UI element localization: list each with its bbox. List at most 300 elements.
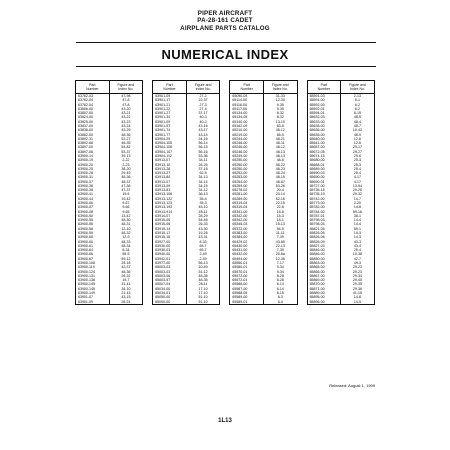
part-number-cell: 65003-03 [153,265,187,269]
part-number-cell: 63900-08 [76,210,110,214]
part-number-cell: 65432-00 [230,252,264,256]
figure-index-cell: 17-10 [186,287,220,291]
figure-index-cell: 34-13 [186,175,220,179]
figure-index-cell: 45-11 [186,210,220,214]
part-number-cell: 65342-00 [230,218,264,222]
figure-index-header: Figure and Index No. [341,81,375,94]
part-number-cell: 63900-124 [76,270,110,274]
figure-index-cell: 25-4 [341,248,375,252]
figure-index-cell: 7-39 [263,248,297,252]
figure-index-cell: 2-49 [186,252,220,256]
figure-index-cell: 8-28 [263,274,297,278]
part-number-cell: 65162-09 [230,124,264,128]
part-number-cell: 65850-00 [307,257,341,261]
index-column-1 [75,80,143,305]
part-number-cell: 63900-25 [76,167,110,171]
part-number-cell: 63913-84 [153,175,187,179]
figure-index-cell: 43-4 [341,244,375,248]
header-manufacturer: PIPER AIRCRAFT [197,10,253,17]
part-number-cell: 65867-00 [307,274,341,278]
part-number-cell: 63900-60 [76,240,110,244]
figure-index-cell: 8-28 [263,278,297,282]
part-number-cell: 65116-00 [230,103,264,107]
part-number-cell: 65592-00 [307,103,341,107]
part-number-cell: 65640-00 [307,137,341,141]
part-number-cell: 65863-00 [307,261,341,265]
figure-index-cell: 8-32 [263,115,297,119]
index-column-4 [307,80,375,305]
figure-index-cell: 29-17 [341,145,375,149]
figure-index-cell: 22-6 [263,205,297,209]
part-number-cell: 65276-02 [230,188,264,192]
figure-index-cell: 4-17 [341,175,375,179]
part-number-cell: 63901-22 [153,107,187,111]
part-number-cell: 65735-19 [307,192,341,196]
figure-index-cell: 19-26 [186,231,220,235]
part-number-cell: 63900-131 [76,274,110,278]
figure-index-cell: 8-32 [263,111,297,115]
figure-index-cell: 59-1 [341,227,375,231]
part-number-cell: 63901-17 [153,98,187,102]
part-number-cell: 65281-00 [230,192,264,196]
figure-index-cell: 20-4 [263,188,297,192]
figure-index-cell: 34-14 [186,180,220,184]
part-number-cell: 65134-05 [230,115,264,119]
part-number-cell: 63901-07 [76,295,110,299]
part-number-cell: 65690-00 [307,175,341,179]
figure-index-cell: 43-25 [109,128,143,132]
figure-index-cell: 34-10 [109,287,143,291]
part-number-cell: 63900-64 [76,248,110,252]
figure-index-cell: 25-3 [341,158,375,162]
figure-index-cell: 27-4 [186,107,220,111]
part-number-cell: 65784-00 [307,210,341,214]
index-table [152,80,220,305]
index-column-3 [229,80,297,305]
figure-index-cell: 2-22 [109,158,143,162]
figure-index-cell: 28-25 [186,163,220,167]
figure-index-cell: 12-10 [109,227,143,231]
part-number-cell: 63901-74 [153,128,187,132]
part-number-cell: 65289-00 [230,197,264,201]
figure-index-cell: 53-36 [186,154,220,158]
part-number-cell: 65672-05 [307,150,341,154]
figure-index-cell: 48-6 [263,158,297,162]
figure-index-cell: 6-4 [263,300,297,305]
part-number-cell: 65827-03 [307,244,341,248]
part-number-cell: 63838-00 [76,128,110,132]
part-number-cell: 63914-07 [153,214,187,218]
figure-index-cell: 22-37 [186,98,220,102]
figure-index-cell: 9-35 [263,103,297,107]
figure-index-cell: 51-10 [186,300,220,305]
figure-index-cell: 4-17 [341,180,375,184]
figure-index-cell: 29-32 [341,192,375,196]
part-number-cell: 65635-00 [307,124,341,128]
figure-index-cell: 48-37 [109,180,143,184]
part-number-cell: 65657-00 [307,145,341,149]
part-number-cell: 65372-00 [230,227,264,231]
part-number-cell: 65431-00 [230,248,264,252]
figure-index-cell: 29-35 [341,282,375,286]
figure-index-cell: 26-32 [109,274,143,278]
figure-index-cell: 54-5 [263,227,297,231]
header-model: PA-28-161 CADET [197,17,253,25]
part-number-cell: 65003-57 [153,278,187,282]
part-number-cell: 63904-29 [153,137,187,141]
part-number-cell: 65690-03 [307,171,341,175]
figure-index-cell: 42-7 [341,257,375,261]
part-number-cell: 65244-00 [230,137,264,141]
part-number-cell: 63900-55 [76,218,110,222]
figure-index-cell: 25-4 [341,167,375,171]
figure-index-cell: 47-36 [109,184,143,188]
figure-index-cell: 47-8 [109,103,143,107]
part-number-cell: 63897-06 [76,150,110,154]
figure-index-cell: 40-3 [186,115,220,119]
part-number-cell: 63900-19 [76,158,110,162]
part-number-cell: 63900-60 [76,235,110,239]
part-number-cell: 65090-05 [230,94,264,99]
part-number-cell: 65252-00 [230,171,264,175]
figure-index-cell: 65-7 [186,248,220,252]
figure-index-cell: 14-4 [341,222,375,226]
figure-index-cell: 31-41 [109,282,143,286]
part-number-cell: 65219-00 [230,133,264,137]
part-number-cell: 65494-00 [230,257,264,261]
part-number-cell: 65591-00 [307,98,341,102]
figure-index-cell: 14-5 [341,300,375,305]
part-number-cell: 63900-14 [76,154,110,158]
figure-index-cell: 2-23 [109,163,143,167]
figure-index-cell: 56-13 [186,261,220,265]
part-number-cell: 63900-38 [76,188,110,192]
part-number-cell: 65588-05 [230,291,264,295]
part-number-cell: 63892-31 [76,137,110,141]
part-number-cell: 65246-00 [230,150,264,154]
figure-index-cell: 20-14 [263,192,297,196]
part-number-cell: 63900-31 [76,175,110,179]
part-number-cell: 65586-00 [230,282,264,286]
figure-index-cell: 8-33 [186,240,220,244]
part-number-cell: 63900-66 [76,252,110,256]
figure-index-cell: 48-12 [263,145,297,149]
part-number-cell: 63930-03 [153,248,187,252]
part-number-cell: 65589-01 [230,300,264,305]
figure-index-cell: 19-7 [109,278,143,282]
part-number-cell: 63913-81 [153,188,187,192]
figure-index-cell: 17-10 [186,291,220,295]
part-number-cell: 65633-00 [307,120,341,124]
figure-index-cell: 8-34 [109,248,143,252]
part-number-cell: 65550-01 [230,265,264,269]
figure-index-cell: 29-6 [341,154,375,158]
figure-index-cell: 28-29 [186,214,220,218]
figure-index-cell: 56-15 [186,145,220,149]
part-number-cell: 63913-106 [153,192,187,196]
part-number-cell: 63901-57 [153,124,187,128]
part-number-cell: 63904-106 [153,145,187,149]
part-number-cell: 63806-00 [76,107,110,111]
part-number-cell: 63824-00 [76,115,110,119]
figure-index-cell: 7-17 [263,261,297,265]
header-catalog-name: AIRPLANE PARTS CATALOG [180,24,270,32]
figure-index-cell: 34-15 [186,184,220,188]
index-column-2 [152,80,220,305]
figure-index-cell: 43-3 [341,240,375,244]
part-number-cell: 63900-41 [76,192,110,196]
part-number-cell: 63782-04 [76,98,110,102]
figure-index-cell: 59-12 [109,257,143,261]
part-number-cell: 65895-00 [307,295,341,299]
figure-index-cell: 53-37 [109,150,143,154]
part-number-cell: 65034-01 [153,291,187,295]
figure-index-cell: 19-42 [109,197,143,201]
figure-index-cell: 9-34 [263,265,297,269]
figure-index-cell: 9-66 [109,205,143,209]
index-table [75,80,143,305]
part-number-cell: 63901-09 [76,300,110,305]
figure-index-cell: 65-7 [186,244,220,248]
figure-index-cell: 34-11 [186,158,220,162]
figure-index-cell: 45-12 [263,128,297,132]
part-number-cell: 63927-00 [153,240,187,244]
part-number-cell: 65826-05 [307,231,341,235]
figure-index-cell: 43-23 [109,120,143,124]
part-number-cell: 63913-914 [153,210,187,214]
figure-index-cell: 25-18 [109,261,143,265]
figure-index-cell: 2-20 [341,201,375,205]
figure-index-cell: 28-24 [109,300,143,305]
figure-index-cell: 29-28 [341,188,375,192]
table-row [230,300,297,305]
figure-index-cell: 31-33 [263,94,297,99]
part-number-cell: 65210-00 [230,128,264,132]
part-number-cell: 63915-06 [153,222,187,226]
part-number-cell: 65429-02 [230,240,264,244]
figure-index-cell: 28-11 [186,282,220,286]
part-number-cell: 63901-21 [153,103,187,107]
part-number-cell: 65866-00 [307,270,341,274]
part-number-cell: 63901-77 [153,133,187,137]
figure-index-cell: 14-4 [341,218,375,222]
part-number-cell: 65735-18 [307,188,341,192]
part-number-cell: 65889-00 [307,291,341,295]
figure-index-cell: 43-22 [109,115,143,119]
part-number-cell: 65689-00 [307,167,341,171]
index-table [229,80,297,305]
figure-index-cell: 43-17 [186,128,220,132]
figure-index-cell: 12-36 [263,257,297,261]
figure-index-cell: 2-13 [341,94,375,99]
part-number-cell: 63892-68 [76,141,110,145]
part-number-cell: 65680-00 [307,158,341,162]
figure-index-cell: 45-10 [186,205,220,209]
part-number-cell: 63900-44 [76,197,110,201]
figure-index-cell: 6-2 [341,103,375,107]
part-number-cell: 63913-27 [153,171,187,175]
part-number-cell: 65259-00 [230,184,264,188]
figure-index-cell: 43-14 [186,133,220,137]
figure-index-cell: 6-3 [263,295,297,299]
figure-index-cell: 9-67 [109,201,143,205]
page-number: 1L13 [218,418,232,424]
part-number-cell: 63782-04 [76,103,110,107]
figure-index-cell: 12-6 [341,137,375,141]
table-row [76,300,143,305]
figure-index-cell: 6-15 [341,111,375,115]
figure-index-cell: 34-12 [186,188,220,192]
figure-index-cell: 41-15 [341,291,375,295]
figure-index-cell: 49-3 [341,261,375,265]
part-number-cell: 63900-59 [76,231,110,235]
figure-index-cell: 15-13 [263,222,297,226]
part-number-cell: 65345-03 [230,222,264,226]
figure-index-cell: 48-67 [263,180,297,184]
figure-index-cell: 48-35 [186,274,220,278]
part-number-cell: 65782-00 [307,205,341,209]
part-number-cell: 63900-108 [76,261,110,265]
part-number-cell: 63913-122 [153,197,187,201]
figure-index-cell: 43-20 [109,107,143,111]
figure-index-cell: 37-17 [186,111,220,115]
figure-index-cell: 48-31 [109,222,143,226]
figure-index-cell: 48-9 [341,133,375,137]
part-number-cell: 65591-03 [307,94,341,99]
figure-index-cell: 48-24 [263,171,297,175]
part-number-cell: 63900-28 [76,171,110,175]
figure-index-cell: 29-23 [341,270,375,274]
part-number-cell: 63900-58 [76,227,110,231]
part-number-cell: 63897-00 [76,145,110,149]
part-number-cell: 63977-00 [153,261,187,265]
title-top-rule [76,42,376,43]
part-number-cell: 63882-00 [76,133,110,137]
part-number-cell: 63930-00 [153,244,187,248]
part-number-cell: 65550-01 [230,261,264,265]
part-number-cell: 65635-00 [307,133,341,137]
figure-index-cell: 51-12 [186,270,220,274]
figure-index-cell: 54-45 [186,218,220,222]
figure-index-cell: 38-20 [109,167,143,171]
figure-index-cell: 63-6 [263,124,297,128]
figure-index-cell: 29-36 [341,287,375,291]
part-number-cell: 63900-149 [76,291,110,295]
part-number-cell: 65003-06 [153,274,187,278]
part-number-cell: 63913-09 [153,184,187,188]
figure-index-cell: 43-21 [109,111,143,115]
part-number-cell: 65846-00 [307,252,341,256]
figure-index-cell: 48-34 [109,244,143,248]
part-number-cell: 65773-00 [307,201,341,205]
part-number-cell: 63901-34 [153,115,187,119]
figure-index-cell: 35-4 [186,197,220,201]
part-number-cell: 65430-00 [230,244,264,248]
figure-index-cell: 20-6a [263,252,297,256]
figure-index-cell: 48-23 [263,167,297,171]
part-number-cell: 65253-00 [230,175,264,179]
page-title: NUMERICAL INDEX [161,47,289,62]
part-number-cell: 63942-01 [153,257,187,261]
figure-index-cell: 34-16 [186,137,220,141]
figure-index-cell: 48-13 [263,154,297,158]
part-number-cell: 65674-15 [307,154,341,158]
figure-index-cell: 27-2 [186,94,220,99]
figure-index-cell: 29-40 [341,278,375,282]
figure-index-cell: 27-3 [186,103,220,107]
figure-index-cell: 11-11 [263,231,297,235]
part-number-cell: 65003-03 [153,270,187,274]
figure-index-header: Figure and Index No. [263,81,297,94]
part-number-header: Part Number [153,81,187,94]
figure-index-cell: 35-3 [186,201,220,205]
release-date: Released: August 1, 1999 [329,383,375,388]
figure-index-cell: 43-65 [263,240,297,244]
figure-index-cell: 48-15 [263,175,297,179]
part-number-cell: 65798-03 [307,218,341,222]
part-number-cell: 65140-00 [230,120,264,124]
figure-index-cell: 48-36 [109,133,143,137]
part-number-cell: 63782-03 [76,94,110,99]
part-number-cell: 65846-00 [307,248,341,252]
figure-index-cell: 9-65 [109,210,143,214]
part-number-cell: 63940-00 [153,252,187,256]
figure-index-cell: 29-27 [341,150,375,154]
part-number-cell: 65594-01 [307,111,341,115]
figure-index-cell: 2-49 [186,257,220,261]
part-number-cell: 63837-00 [76,124,110,128]
part-number-cell: 63900-20 [76,163,110,167]
part-number-cell: 63900-61 [76,244,110,248]
part-number-cell: 65690-01 [307,180,341,184]
part-number-cell: 65636-00 [307,128,341,132]
figure-index-cell: 47-37 [109,188,143,192]
title-bottom-rule [76,66,376,67]
part-number-cell: 65250-00 [230,158,264,162]
figure-index-cell: 48-36 [109,270,143,274]
part-number-cell: 63807-00 [76,111,110,115]
part-number-cell: 65632-03 [307,115,341,119]
part-number-cell: 63913-07 [153,158,187,162]
part-number-cell: 65589-00 [230,295,264,299]
part-number-cell: 65250-00 [230,163,264,167]
part-number-header: Part Number [307,81,341,94]
figure-index-cell: 53-26 [263,184,297,188]
figure-index-cell: 38-1 [341,214,375,218]
figure-index-cell: 6-2 [341,107,375,111]
figure-index-cell: 13-42 [109,214,143,218]
table-row [307,300,374,305]
figure-index-cell: 22-15 [263,201,297,205]
part-number-cell: 63900-07 [76,205,110,209]
figure-index-cell: 14-8 [341,205,375,209]
figure-index-cell: 46-35 [109,141,143,145]
part-number-cell: 65254-00 [230,180,264,184]
part-number-cell: 65250-00 [230,167,264,171]
figure-index-cell: 12-9 [109,235,143,239]
figure-index-cell: 54-82 [109,145,143,149]
figure-index-cell: 25-4 [341,171,375,175]
part-number-cell: 65869-00 [307,278,341,282]
figure-index-cell: 52-16 [263,197,297,201]
part-number-cell: 65384-00 [230,235,264,239]
figure-index-cell: 59-16 [341,210,375,214]
figure-index-cell: 6-14 [263,287,297,291]
figure-index-cell: 48-21 [263,137,297,141]
figure-index-cell: 15-3 [263,214,297,218]
part-number-cell: 63904-107 [153,150,187,154]
part-number-cell: 63825-00 [76,120,110,124]
